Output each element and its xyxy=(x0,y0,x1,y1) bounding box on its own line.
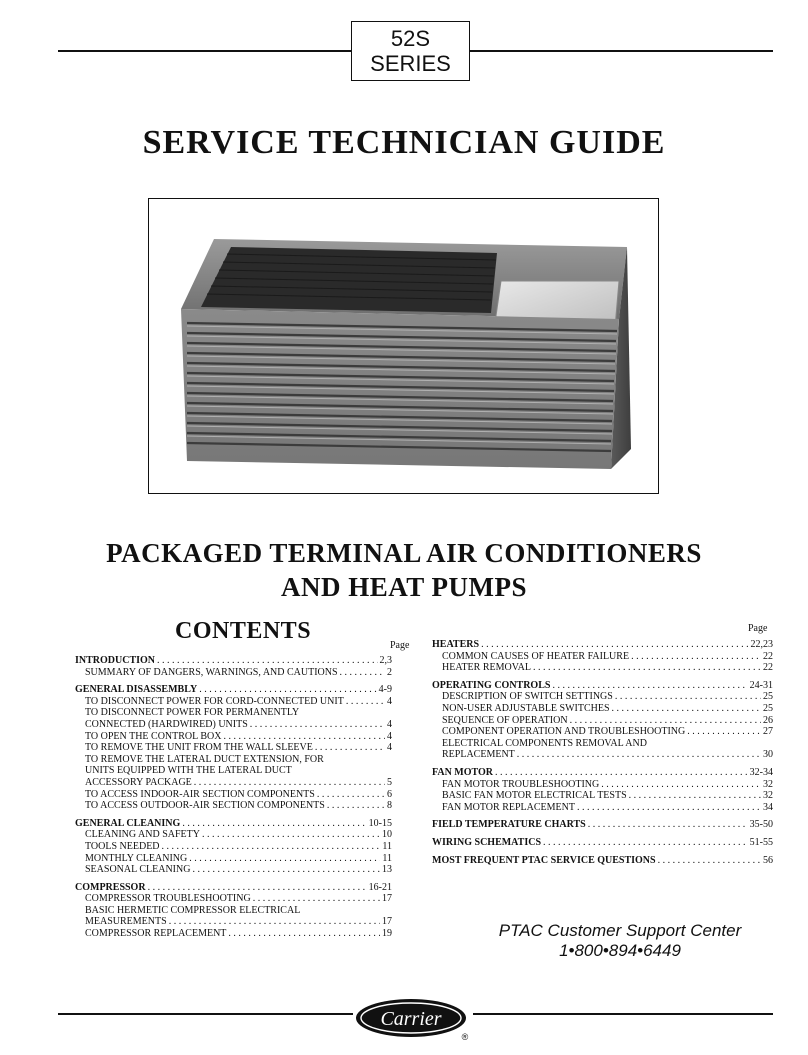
toc-sub-entry[interactable] xyxy=(75,777,392,789)
toc-leader-dots xyxy=(148,882,367,894)
toc-sub-entry[interactable] xyxy=(75,667,392,679)
toc-sub-entry[interactable] xyxy=(75,731,392,743)
toc-leader-dots xyxy=(199,684,376,696)
toc-sub-entry-line: TO DISCONNECT POWER FOR PERMANENTLY xyxy=(85,707,300,719)
toc-leader-dots xyxy=(577,802,761,814)
toc-page-number: 22 xyxy=(763,650,773,662)
toc-left-column xyxy=(75,655,392,946)
footer-rule-left xyxy=(58,1013,353,1015)
toc-leader-dots xyxy=(346,696,385,708)
toc-leader-dots xyxy=(495,767,748,779)
toc-sub-entry[interactable] xyxy=(432,703,773,715)
toc-sub-entry[interactable] xyxy=(75,893,392,905)
toc-section xyxy=(432,855,773,867)
toc-entry-title: CLEANING AND SAFETY xyxy=(85,829,200,841)
toc-entry-title: MONTHLY CLEANING xyxy=(85,852,188,864)
toc-leader-dots xyxy=(192,864,380,876)
toc-sub-entry[interactable] xyxy=(75,841,392,853)
toc-page-number: 22,23 xyxy=(750,639,773,650)
toc-entry-title: NON-USER ADJUSTABLE SWITCHES xyxy=(442,702,610,714)
toc-leader-dots xyxy=(612,703,761,715)
toc-leader-dots xyxy=(327,800,385,812)
footer-rule-right xyxy=(473,1013,773,1015)
toc-leader-dots xyxy=(543,837,748,849)
toc-entry-title: TO DISCONNECT POWER FOR CORD-CONNECTED UNIT xyxy=(85,695,344,707)
toc-page-number: 10 xyxy=(382,829,392,841)
toc-sub-entry[interactable] xyxy=(75,742,392,754)
carrier-logo xyxy=(353,996,473,1042)
toc-entry-title: TO REMOVE THE UNIT FROM THE WALL SLEEVE xyxy=(85,742,313,754)
toc-entry-title: FAN MOTOR TROUBLESHOOTING xyxy=(442,778,600,790)
toc-sub-entry[interactable] xyxy=(432,749,773,761)
toc-entry-title: BASIC FAN MOTOR ELECTRICAL TESTS xyxy=(442,790,627,802)
toc-leader-dots xyxy=(658,855,761,867)
toc-page-number: 35-50 xyxy=(749,819,773,831)
toc-leader-dots xyxy=(169,916,380,928)
model-number: 52S xyxy=(390,26,431,51)
toc-page-number: 4 xyxy=(387,742,392,754)
toc-sub-entry[interactable] xyxy=(75,853,392,865)
customer-support xyxy=(470,921,770,961)
toc-entry-title: FIELD TEMPERATURE CHARTS xyxy=(432,819,586,831)
toc-entry-title: MEASUREMENTS xyxy=(85,916,167,928)
toc-leader-dots xyxy=(481,639,748,651)
toc-main-entry[interactable] xyxy=(75,818,392,830)
toc-leader-dots xyxy=(223,731,385,743)
toc-entry-title: COMPONENT OPERATION AND TROUBLESHOOTING xyxy=(442,726,686,738)
toc-section xyxy=(75,684,392,812)
toc-page-number: 2 xyxy=(387,666,392,678)
toc-section xyxy=(75,818,392,876)
toc-page-number: 5 xyxy=(387,776,392,788)
toc-page-number: 2,3 xyxy=(379,655,392,666)
page-column-label-left: Page xyxy=(390,640,410,651)
toc-section xyxy=(432,680,773,761)
toc-entry-title: SEQUENCE OF OPERATION xyxy=(442,714,568,726)
toc-leader-dots xyxy=(615,691,761,703)
toc-page-number: 8 xyxy=(387,800,392,812)
toc-sub-entry[interactable] xyxy=(75,696,392,708)
toc-sub-entry[interactable] xyxy=(75,928,392,940)
toc-leader-dots xyxy=(631,651,761,663)
toc-main-entry[interactable] xyxy=(75,655,392,667)
toc-sub-entry[interactable] xyxy=(432,651,773,663)
toc-entry-title: FAN MOTOR REPLACEMENT xyxy=(442,801,575,813)
toc-leader-dots xyxy=(189,853,380,865)
toc-entry-title: INTRODUCTION xyxy=(75,655,156,666)
toc-sub-entry[interactable] xyxy=(432,726,773,738)
toc-main-entry[interactable] xyxy=(432,837,773,849)
toc-section xyxy=(432,837,773,849)
toc-entry-title: SUMMARY OF DANGERS, WARNINGS, AND CAUTIONS xyxy=(85,666,338,678)
toc-page-number: 16-21 xyxy=(368,881,392,893)
toc-entry-title: COMPRESSOR REPLACEMENT xyxy=(85,928,227,940)
toc-entry-title: CONNECTED (HARDWIRED) UNITS xyxy=(85,718,248,730)
toc-page-number: 56 xyxy=(763,854,773,866)
toc-page-number: 4 xyxy=(387,695,392,707)
header-rule-left xyxy=(58,50,351,52)
toc-entry-title: HEATER REMOVAL xyxy=(442,662,531,674)
toc-leader-dots xyxy=(687,726,761,738)
contents-heading: CONTENTS xyxy=(175,618,312,644)
toc-page-number: 30 xyxy=(763,749,773,761)
support-phone: 1•800•894•6449 xyxy=(559,941,681,960)
toc-page-number: 6 xyxy=(387,788,392,800)
guide-title: SERVICE TECHNICIAN GUIDE xyxy=(142,124,666,161)
toc-entry-title: TO ACCESS OUTDOOR-AIR SECTION COMPONENTS xyxy=(85,800,325,812)
toc-entry-title: SEASONAL CLEANING xyxy=(85,864,191,876)
toc-leader-dots xyxy=(157,655,377,667)
toc-entry-title: FAN MOTOR xyxy=(432,766,494,778)
toc-entry-title: COMPRESSOR xyxy=(75,881,146,893)
toc-sub-entry[interactable] xyxy=(432,790,773,802)
toc-entry-title: OPERATING CONTROLS xyxy=(432,679,551,691)
toc-sub-entry[interactable] xyxy=(75,719,392,731)
toc-leader-dots xyxy=(228,928,380,940)
toc-main-entry[interactable] xyxy=(432,680,773,692)
subtitle-line-2: AND HEAT PUMPS xyxy=(280,572,527,602)
toc-leader-dots xyxy=(570,715,761,727)
toc-page-number: 24-31 xyxy=(749,679,773,691)
toc-main-entry[interactable] xyxy=(432,639,773,651)
toc-section xyxy=(75,655,392,678)
toc-page-number: 27 xyxy=(763,726,773,738)
toc-leader-dots xyxy=(315,742,385,754)
ptac-unit-illustration xyxy=(149,199,657,492)
toc-sub-entry[interactable] xyxy=(75,829,392,841)
toc-main-entry[interactable] xyxy=(75,882,392,894)
toc-leader-dots xyxy=(317,789,385,801)
toc-main-entry[interactable] xyxy=(432,855,773,867)
toc-leader-dots xyxy=(194,777,385,789)
toc-sub-entry[interactable] xyxy=(432,715,773,727)
toc-page-number: 22 xyxy=(763,662,773,674)
toc-page-number: 11 xyxy=(382,852,392,864)
toc-page-number: 51-55 xyxy=(749,836,773,848)
toc-page-number: 13 xyxy=(382,864,392,876)
toc-leader-dots xyxy=(182,818,366,830)
toc-leader-dots xyxy=(250,719,385,731)
toc-page-number: 26 xyxy=(763,714,773,726)
series-label: SERIES xyxy=(370,51,451,76)
toc-entry-title: TO OPEN THE CONTROL BOX xyxy=(85,730,222,742)
toc-page-number: 25 xyxy=(763,702,773,714)
toc-page-number: 34 xyxy=(763,801,773,813)
toc-page-number: 4 xyxy=(387,730,392,742)
toc-sub-entry-line: BASIC HERMETIC COMPRESSOR ELECTRICAL xyxy=(85,904,301,916)
registered-mark: ® xyxy=(461,1032,469,1042)
toc-entry-title: REPLACEMENT xyxy=(442,749,515,761)
toc-leader-dots xyxy=(340,667,385,679)
toc-entry-title: WIRING SCHEMATICS xyxy=(432,836,541,848)
toc-page-number: 10-15 xyxy=(368,817,392,829)
toc-section xyxy=(432,819,773,831)
toc-entry-title: ACCESSORY PACKAGE xyxy=(85,776,192,788)
toc-sub-entry[interactable] xyxy=(75,916,392,928)
toc-page-number: 17 xyxy=(382,916,392,928)
toc-page-number: 32 xyxy=(763,778,773,790)
toc-leader-dots xyxy=(533,662,761,674)
toc-sub-entry[interactable] xyxy=(75,800,392,812)
toc-page-number: 11 xyxy=(382,840,392,852)
toc-page-number: 32 xyxy=(763,790,773,802)
toc-sub-entry[interactable] xyxy=(432,802,773,814)
toc-leader-dots xyxy=(552,680,747,692)
toc-right-column xyxy=(432,639,773,872)
toc-page-number: 19 xyxy=(382,928,392,940)
support-center-label: PTAC Customer Support Center xyxy=(498,921,742,940)
toc-entry-title: TO ACCESS INDOOR-AIR SECTION COMPONENTS xyxy=(85,788,315,800)
toc-leader-dots xyxy=(517,749,761,761)
toc-page-number: 32-34 xyxy=(749,766,773,778)
toc-leader-dots xyxy=(253,893,380,905)
toc-entry-title: GENERAL CLEANING xyxy=(75,817,181,829)
subtitle-line-1: PACKAGED TERMINAL AIR CONDITIONERS xyxy=(106,538,702,568)
toc-main-entry[interactable] xyxy=(432,819,773,831)
toc-entry-title: HEATERS xyxy=(432,639,480,650)
logo-text: Carrier xyxy=(380,1008,442,1030)
toc-page-number: 25 xyxy=(763,691,773,703)
toc-leader-dots xyxy=(601,779,761,791)
toc-entry-title: DESCRIPTION OF SWITCH SETTINGS xyxy=(442,691,613,703)
toc-leader-dots xyxy=(629,790,761,802)
toc-main-entry[interactable] xyxy=(75,684,392,696)
toc-section xyxy=(432,639,773,674)
product-photo xyxy=(148,198,659,494)
header-rule-right xyxy=(470,50,773,52)
toc-leader-dots xyxy=(202,829,380,841)
toc-section xyxy=(432,767,773,813)
series-box xyxy=(351,21,470,81)
toc-page-number: 17 xyxy=(382,893,392,905)
toc-leader-dots xyxy=(588,819,748,831)
toc-sub-entry[interactable] xyxy=(432,779,773,791)
toc-sub-entry[interactable] xyxy=(75,864,392,876)
toc-sub-entry[interactable] xyxy=(75,789,392,801)
document-subtitle xyxy=(0,536,808,604)
page-column-label-right: Page xyxy=(748,623,768,634)
toc-sub-entry-line: UNITS EQUIPPED WITH THE LATERAL DUCT xyxy=(85,765,292,777)
toc-main-entry[interactable] xyxy=(432,767,773,779)
toc-entry-title: COMPRESSOR TROUBLESHOOTING xyxy=(85,893,251,905)
toc-leader-dots xyxy=(162,841,381,853)
toc-entry-title: TOOLS NEEDED xyxy=(85,840,160,852)
toc-sub-entry-line: ELECTRICAL COMPONENTS REMOVAL AND xyxy=(442,737,647,749)
toc-sub-entry[interactable] xyxy=(432,691,773,703)
toc-entry-title: MOST FREQUENT PTAC SERVICE QUESTIONS xyxy=(432,854,656,866)
toc-sub-entry-line: TO REMOVE THE LATERAL DUCT EXTENSION, FOR xyxy=(85,753,324,765)
toc-sub-entry[interactable] xyxy=(432,662,773,674)
toc-section xyxy=(75,882,392,940)
toc-entry-title: GENERAL DISASSEMBLY xyxy=(75,684,198,696)
toc-page-number: 4-9 xyxy=(378,684,392,696)
toc-entry-title: COMMON CAUSES OF HEATER FAILURE xyxy=(442,650,630,662)
toc-page-number: 4 xyxy=(387,718,392,730)
